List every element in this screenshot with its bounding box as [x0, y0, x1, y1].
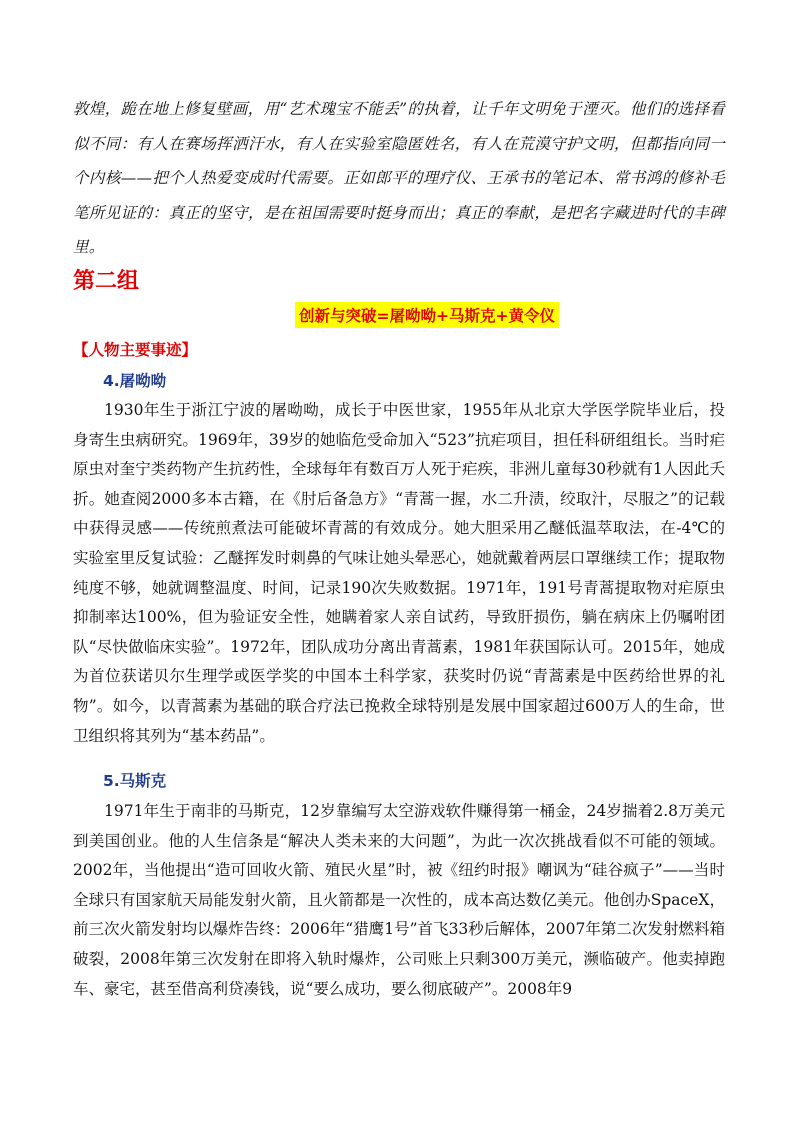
group-heading: 第二组	[73, 269, 140, 294]
theme-banner-row	[0, 302, 794, 328]
section-label: 【人物主要事迹】	[73, 341, 198, 359]
person-heading-musk: 5.马斯克	[103, 772, 167, 790]
person-body-musk	[73, 797, 725, 1004]
theme-banner: 创新与突破=屠呦呦+马斯克+黄令仪	[295, 302, 559, 328]
intro-paragraph	[73, 92, 725, 265]
person-paragraph: 1930年生于浙江宁波的屠呦呦，成长于中医世家，1955年从北京大学医学院毕业后，投身寄生虫病研究。1969年，39岁的她临危受命加入“523”抗疟项目，担任科研组组长。当时疟原虫对奎宁类药物产生抗药性，全球每年有数百万人死于疟疾，非洲儿童每30秒就有1人因此夭折。她查阅2000多本古籍，在《肘后备急方》“青蒿一握，水二升渍，绞取汁，尽服之”的记载中获得灵感——传统煎煮法可能破坏青蒿的有效成分。她大胆采用乙醚低温萃取法，在-4℃的实验室里反复试验：乙醚挥发时刺鼻的气味让她头晕恶心，她就戴着两层口罩继续工作；提取物纯度不够，她就调整温度、时间，记录190次失败数据。1971年，191号青蒿提取物对疟原虫抑制率达100%，但为验证安全性，她瞒着家人亲自试药，导致肝损伤，躺在病床上仍嘱咐团队“尽快做临床实验”。1972年，团队成功分离出青蒿素，1981年获国际认可。2015年，她成为首位获诺贝尔生理学或医学奖的中国本土科学家，获奖时仍说“青蒿素是中医药给世界的礼物”。如今，以青蒿素为基础的联合疗法已挽救全球特别是发展中国家超过600万人的生命，世卫组织将其列为“基本药品”。	[73, 401, 725, 745]
person-paragraph: 1971年生于南非的马斯克，12岁靠编写太空游戏软件赚得第一桶金，24岁揣着2.8万美元到美国创业。他的人生信条是“解决人类未来的大问题”，为此一次次挑战看似不可能的领域。2002年，当他提出“造可回收火箭、殖民火星”时，被《纽约时报》嘲讽为“硅谷疯子”——当时全球只有国家航天局能发射火箭，且火箭都是一次性的，成本高达数亿美元。他创办SpaceX，前三次火箭发射均以爆炸告终：2006年“猎鹰1号”首飞33秒后解体，2007年第二次发射燃料箱破裂，2008年第三次发射在即将入轨时爆炸，公司账上只剩300万美元，濒临破产。他卖掉跑车、豪宅，甚至借高利贷凑钱，说“要么成功，要么彻底破产”。2008年9	[73, 802, 725, 998]
person-heading-tu-youyou: 4.屠呦呦	[103, 372, 167, 390]
person-body-tu-youyou	[73, 396, 725, 751]
intro-text: 敦煌，跪在地上修复壁画，用“艺术瑰宝不能丢”的执着，让千年文明免于湮灭。他们的选择看似不同：有人在赛场挥洒汗水，有人在实验室隐匿姓名，有人在荒漠守护文明，但都指向同一个内核——把个人热爱变成时代需要。正如郎平的理疗仪、王承书的笔记本、常书鸿的修补毛笔所见证的：真正的坚守，是在祖国需要时挺身而出；真正的奉献，是把名字藏进时代的丰碑里。	[73, 100, 725, 256]
